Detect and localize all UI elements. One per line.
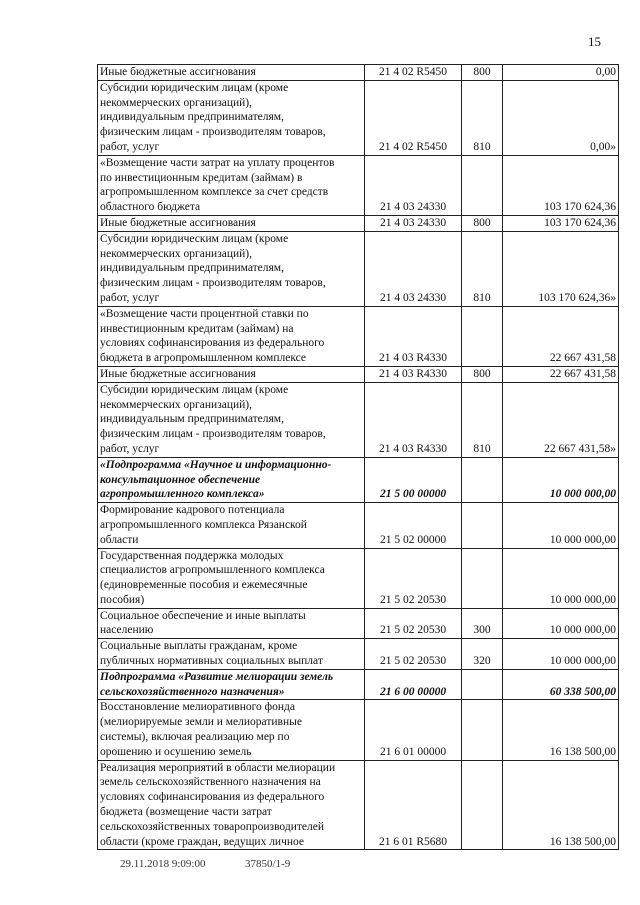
row-type-cell	[462, 760, 503, 850]
row-name-cell: «Возмещение части затрат на уплату процентов по инвестиционным кредитам (займам) в агропромышленном комплексе за счет средств областного бюджета	[98, 155, 365, 215]
table-row	[98, 700, 619, 760]
row-type-cell	[462, 700, 503, 760]
row-code-cell: 21 6 01 R5680	[365, 760, 462, 850]
row-type-cell: 320	[462, 639, 503, 670]
table-row	[98, 366, 619, 382]
row-sum-cell: 10 000 000,00	[503, 457, 619, 502]
row-name-cell: Иные бюджетные ассигнования	[98, 366, 365, 382]
row-sum-cell: 10 000 000,00	[503, 548, 619, 608]
table-row	[98, 306, 619, 366]
row-name-cell: Восстановление мелиоративного фонда (мелиорируемые земли и мелиоративные системы), включая реализацию мер по орошению и осушению земель	[98, 700, 365, 760]
table-row	[98, 760, 619, 850]
row-type-cell	[462, 669, 503, 700]
row-name-cell: Государственная поддержка молодых специалистов агропромышленного комплекса (единовременные пособия и ежемесячные пособия)	[98, 548, 365, 608]
row-sum-cell: 103 170 624,36	[503, 215, 619, 231]
row-name-cell: Формирование кадрового потенциала агропромышленного комплекса Рязанской области	[98, 503, 365, 548]
table-row	[98, 231, 619, 306]
row-sum-cell: 103 170 624,36»	[503, 231, 619, 306]
table-row	[98, 669, 619, 700]
row-code-cell: 21 4 03 R4330	[365, 366, 462, 382]
table-row	[98, 80, 619, 155]
row-type-cell	[462, 503, 503, 548]
row-sum-cell: 10 000 000,00	[503, 503, 619, 548]
row-type-cell	[462, 457, 503, 502]
row-code-cell: 21 6 00 00000	[365, 669, 462, 700]
row-code-cell: 21 5 02 00000	[365, 503, 462, 548]
row-sum-cell: 22 667 431,58	[503, 306, 619, 366]
row-code-cell: 21 6 01 00000	[365, 700, 462, 760]
row-sum-cell: 10 000 000,00	[503, 639, 619, 670]
table-row	[98, 548, 619, 608]
row-code-cell: 21 4 03 24330	[365, 155, 462, 215]
row-name-cell: Иные бюджетные ассигнования	[98, 65, 365, 81]
row-sum-cell: 0,00	[503, 65, 619, 81]
row-type-cell: 300	[462, 608, 503, 639]
row-code-cell: 21 5 02 20530	[365, 608, 462, 639]
table-row	[98, 215, 619, 231]
table-row	[98, 457, 619, 502]
row-sum-cell: 103 170 624,36	[503, 155, 619, 215]
row-code-cell: 21 5 02 20530	[365, 548, 462, 608]
row-sum-cell: 22 667 431,58»	[503, 382, 619, 457]
row-code-cell: 21 4 02 R5450	[365, 65, 462, 81]
table-row	[98, 503, 619, 548]
footer-doc-id: 37850/1-9	[245, 858, 291, 870]
row-sum-cell: 0,00»	[503, 80, 619, 155]
footer-timestamp: 29.11.2018 9:09:00	[120, 858, 206, 870]
table-row	[98, 608, 619, 639]
table-row	[98, 155, 619, 215]
table-row	[98, 382, 619, 457]
row-name-cell: Реализация мероприятий в области мелиорации земель сельскохозяйственного назначения на условиях софинансирования из федерального бюджета (возмещение части затрат сельскохозяйственных товаропроизводителей области (кроме граждан, ведущих личное	[98, 760, 365, 850]
row-code-cell: 21 4 03 24330	[365, 215, 462, 231]
row-sum-cell: 22 667 431,58	[503, 366, 619, 382]
row-type-cell: 810	[462, 382, 503, 457]
row-name-cell: Социальное обеспечение и иные выплаты населению	[98, 608, 365, 639]
row-code-cell: 21 5 00 00000	[365, 457, 462, 502]
row-name-cell: Социальные выплаты гражданам, кроме публичных нормативных социальных выплат	[98, 639, 365, 670]
row-type-cell: 800	[462, 366, 503, 382]
table-row	[98, 639, 619, 670]
row-name-cell: «Подпрограмма «Научное и информационно- консультационное обеспечение агропромышленного комплекса»	[98, 457, 365, 502]
row-name-cell: Субсидии юридическим лицам (кроме некоммерческих организаций), индивидуальным предпринимателям, физическим лицам - производителям товаров, работ, услуг	[98, 382, 365, 457]
row-sum-cell: 16 138 500,00	[503, 760, 619, 850]
row-name-cell: Подпрограмма «Развитие мелиорации земель сельскохозяйственного назначения»	[98, 669, 365, 700]
row-sum-cell: 16 138 500,00	[503, 700, 619, 760]
budget-table	[97, 64, 619, 850]
row-code-cell: 21 4 03 24330	[365, 231, 462, 306]
row-sum-cell: 10 000 000,00	[503, 608, 619, 639]
row-name-cell: Иные бюджетные ассигнования	[98, 215, 365, 231]
row-sum-cell: 60 338 500,00	[503, 669, 619, 700]
row-type-cell	[462, 548, 503, 608]
row-name-cell: Субсидии юридическим лицам (кроме некоммерческих организаций), индивидуальным предпринимателям, физическим лицам - производителям товаров, работ, услуг	[98, 231, 365, 306]
page-number: 15	[588, 34, 601, 49]
row-name-cell: Субсидии юридическим лицам (кроме некоммерческих организаций), индивидуальным предпринимателям, физическим лицам - производителям товаров, работ, услуг	[98, 80, 365, 155]
row-code-cell: 21 4 03 R4330	[365, 306, 462, 366]
table-row	[98, 65, 619, 81]
row-type-cell: 800	[462, 215, 503, 231]
row-type-cell	[462, 155, 503, 215]
row-type-cell: 810	[462, 80, 503, 155]
row-code-cell: 21 4 03 R4330	[365, 382, 462, 457]
row-code-cell: 21 4 02 R5450	[365, 80, 462, 155]
row-type-cell: 800	[462, 65, 503, 81]
row-type-cell	[462, 306, 503, 366]
row-type-cell: 810	[462, 231, 503, 306]
row-code-cell: 21 5 02 20530	[365, 639, 462, 670]
row-name-cell: «Возмещение части процентной ставки по инвестиционным кредитам (займам) на условиях софинансирования из федерального бюджета в агропромышленном комплексе	[98, 306, 365, 366]
